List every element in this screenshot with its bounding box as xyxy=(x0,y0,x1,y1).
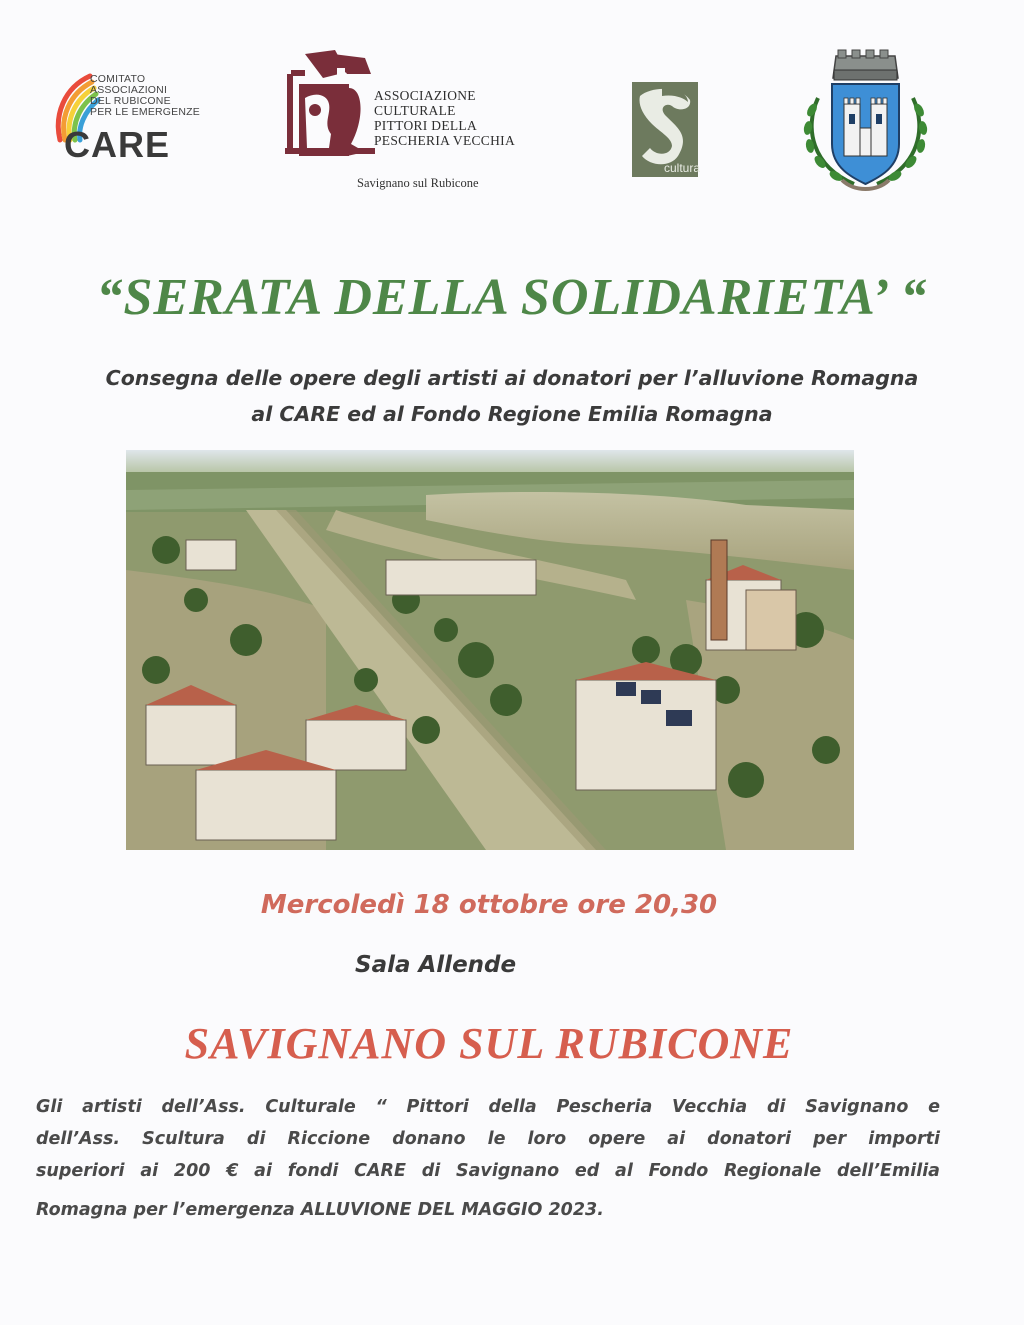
flooded-town-image xyxy=(126,450,854,850)
body-text-line: Romagna per l’emergenza ALLUVIONE DEL MAGGIO 2023. xyxy=(36,1200,604,1220)
cultura-emblem-icon xyxy=(632,82,700,177)
cultura-logo xyxy=(632,82,700,177)
subtitle-line: al CARE ed al Fondo Regione Emilia Romagna xyxy=(251,402,773,426)
association-line: CULTURALE xyxy=(374,103,456,118)
event-city: SAVIGNANO SUL RUBICONE xyxy=(184,1019,794,1068)
body-text-line: superiori ai 200 € ai fondi CARE di Savignano ed al Fondo Regionale dell’Emilia xyxy=(36,1161,940,1181)
care-line: ASSOCIAZIONI xyxy=(90,84,168,96)
care-logo xyxy=(50,70,200,165)
body-text-line: dell’Ass. Scultura di Riccione donano le loro opere ai donatori per importi xyxy=(36,1129,940,1149)
care-line: PER LE EMERGENZE xyxy=(90,106,200,118)
coat-of-arms-icon xyxy=(798,48,933,196)
care-line: DEL RUBICONE xyxy=(90,95,171,107)
fish-market-emblem-icon xyxy=(285,48,380,163)
association-line: PITTORI DELLA xyxy=(374,118,478,133)
association-line: PESCHERIA VECCHIA xyxy=(374,133,515,148)
subtitle-line: Consegna delle opere degli artisti ai donatori per l’alluvione Romagna xyxy=(105,366,919,390)
event-venue: Sala Allende xyxy=(355,952,517,978)
coat-of-arms xyxy=(798,48,933,196)
cultura-wordmark: cultura xyxy=(664,161,700,175)
page-title: “SERATA DELLA SOLIDARIETA’ “ xyxy=(96,269,928,326)
association-line: ASSOCIAZIONE xyxy=(374,88,476,103)
flood-aerial-photo xyxy=(126,450,854,850)
event-date: Mercoledì 18 ottobre ore 20,30 xyxy=(260,890,718,920)
association-city: Savignano sul Rubicone xyxy=(357,176,479,190)
body-text-line: Gli artisti dell’Ass. Culturale “ Pittori della Pescheria Vecchia di Savignano e xyxy=(36,1097,940,1117)
care-wordmark: CARE xyxy=(64,124,171,165)
care-line: COMITATO xyxy=(90,73,146,85)
association-logo xyxy=(285,48,535,198)
